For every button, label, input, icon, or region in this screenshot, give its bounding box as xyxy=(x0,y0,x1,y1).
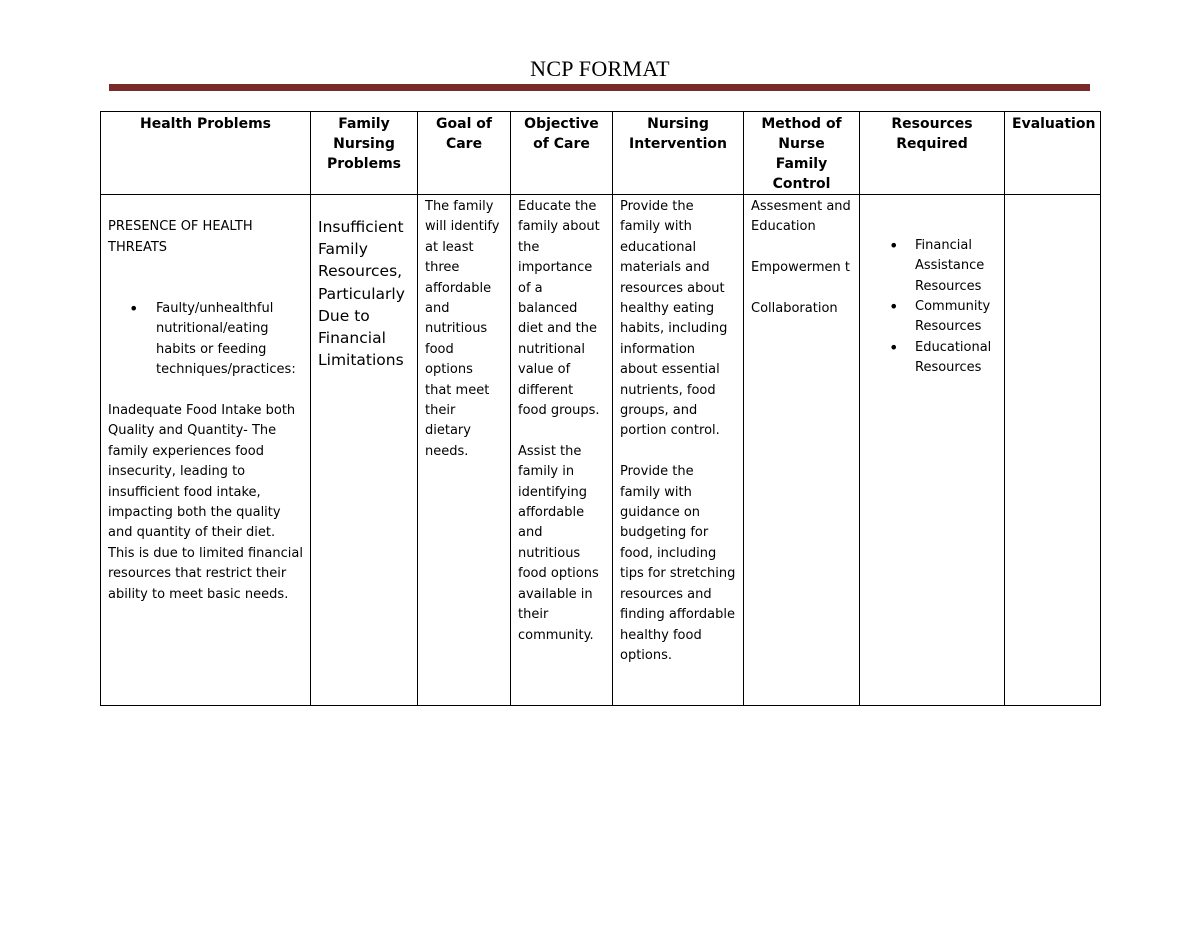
method-item: Collaboration xyxy=(751,301,838,316)
intervention-paragraph-2: Provide the family with guidance on budgeting for food, including tips for stretching resources and finding affordable healthy food options. xyxy=(620,464,736,663)
cell-resources-required xyxy=(860,195,1005,706)
header-evaluation: Evaluation xyxy=(1005,112,1101,195)
objective-paragraph-1: Educate the family about the importance of a balanced diet and the nutritional value of different food groups. xyxy=(518,199,600,419)
method-item: Empowermen t xyxy=(751,260,850,276)
table-header-row xyxy=(101,112,1101,195)
header-method-of-nurse-family-control: Method of Nurse Family Control xyxy=(744,112,860,195)
page-title: NCP FORMAT xyxy=(530,56,670,81)
cell-goal-of-care xyxy=(418,195,511,706)
list-item: • Faulty/unhealthful nutritional/eating habits or feeding techniques/practices: xyxy=(156,299,303,381)
family-nursing-problem-text: Insufficient Family Resources, Particularly Due to Financial Limitations xyxy=(318,218,405,370)
cell-evaluation xyxy=(1005,195,1101,706)
cell-objective-of-care xyxy=(511,195,613,706)
health-problem-bullets xyxy=(108,299,303,381)
cell-health-problems xyxy=(101,195,311,706)
header-family-nursing-problems: Family Nursing Problems xyxy=(311,112,418,195)
header-resources-required: Resources Required xyxy=(860,112,1005,195)
ncp-table xyxy=(100,111,1101,706)
cell-method-of-nurse-family-control xyxy=(744,195,860,706)
health-problem-description: Inadequate Food Intake both Quality and Quantity- The family experiences food insecurity, leading to insufficient food intake, impacting both the quality and quantity of their diet. This is due to limited financial resources that restrict their ability to meet basic needs. xyxy=(108,403,303,602)
list-item: • Community Resources xyxy=(915,297,997,338)
cell-family-nursing-problems xyxy=(311,195,418,706)
list-item: • Educational Resources xyxy=(915,338,997,379)
method-item: Assesment and Education xyxy=(751,199,851,235)
list-item: • Financial Assistance Resources xyxy=(915,236,997,297)
header-objective-of-care: Objective of Care xyxy=(511,112,613,195)
table-row xyxy=(101,195,1101,706)
goal-text: The family will identify at least three affordable and nutritious food options that meet their dietary needs. xyxy=(425,199,500,459)
title-divider xyxy=(109,84,1090,91)
intervention-paragraph-1: Provide the family with educational materials and resources about healthy eating habits, including information about essential nutrients, food groups, and portion control. xyxy=(620,199,728,439)
header-nursing-intervention: Nursing Intervention xyxy=(613,112,744,195)
objective-paragraph-2: Assist the family in identifying affordable and nutritious food options available in their community. xyxy=(518,443,599,643)
resources-list xyxy=(867,236,997,379)
cell-nursing-intervention xyxy=(613,195,744,706)
header-goal-of-care: Goal of Care xyxy=(418,112,511,195)
health-threat-heading: PRESENCE OF HEALTH THREATS xyxy=(108,219,253,255)
header-health-problems: Health Problems xyxy=(101,112,311,195)
